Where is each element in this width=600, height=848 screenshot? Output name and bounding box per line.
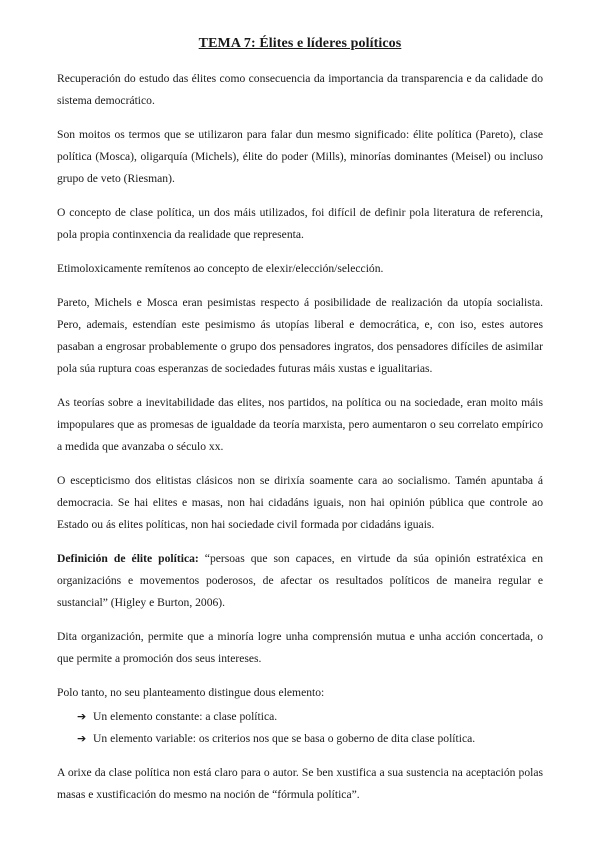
organization-paragraph: Dita organización, permite que a minoría logre unha comprensión mutua e unha acción concertada, o que permite a promoción dos seus intereses. (57, 630, 543, 665)
arrow-right-icon: ➔ (77, 732, 87, 745)
definition-paragraph (57, 548, 543, 614)
list-item (77, 706, 543, 728)
definition-text: “persoas que son capaces, en virtude da súa opinión estratéxica en organizacións e movementos poderosos, de afectar os resultados políticos de maneira regular e sustancial” (Higley e Burton, 2006). (57, 552, 543, 609)
list-item-text: Un elemento constante: a clase política. (93, 710, 278, 723)
paragraph-4: Etimoloxicamente remítenos ao concepto de elexir/elección/selección. (57, 262, 384, 275)
paragraph-1: Recuperación do estudo das élites como consecuencia da importancia da transparencia e da calidade do sistema democrático. (57, 72, 543, 107)
paragraph-2: Son moitos os termos que se utilizaron para falar dun mesmo significado: élite política (Pareto), clase política (Mosca), oligarquía (Michels), élite do poder (Mills), minorías dominantes (Meisel) ou incluso grupo de veto (Riesman). (57, 128, 543, 185)
list-intro-paragraph: Polo tanto, no seu planteamento distingue dous elemento: (57, 686, 325, 699)
list-item (77, 728, 543, 750)
page-title: TEMA 7: Élites e líderes políticos (198, 36, 402, 51)
paragraph-5: Pareto, Michels e Mosca eran pesimistas respecto á posibilidade de realización da utopía socialista. Pero, ademais, estendían este pesimismo ás utopías liberal e democrática, e, con iso, estes autores pasaban a engrosar probablemente o grupo dos pensadores ingratos, dos pensadores difíciles de asimilar pola súa ruptura coas esperanzas de sociedades futuras máis xustas e igualitarias. (57, 296, 543, 375)
arrow-right-icon: ➔ (77, 710, 87, 723)
definition-label: Definición de élite política: (57, 552, 199, 565)
paragraph-7: O escepticismo dos elitistas clásicos non se dirixía soamente cara ao socialismo. Tamén apuntaba á democracia. Se hai elites e masas, non hai cidadáns iguais, non hai opinión pública que controle ao Estado ou ás elites políticas, non hai sociedade civil formada por cidadáns iguais. (57, 474, 543, 531)
final-paragraph: A orixe da clase política non está claro para o autor. Se ben xustifica a sua sustencia na aceptación polas masas e xustificación do mesmo na noción de “fórmula política”. (57, 766, 543, 801)
document-page (57, 30, 543, 818)
paragraph-6: As teorías sobre a inevitabilidade das elites, nos partidos, na política ou na sociedade, eran moito máis impopulares que as promesas de igualdade da teoría marxista, pero aumentaron o seu correlato empírico a medida que avanzaba o século xx. (57, 396, 543, 453)
elements-list (57, 706, 543, 750)
list-item-text: Un elemento variable: os criterios nos que se basa o goberno de dita clase política. (93, 732, 476, 745)
paragraph-3: O concepto de clase política, un dos máis utilizados, foi difícil de definir pola literatura de referencia, pola propia continxencia da realidade que representa. (57, 206, 543, 241)
